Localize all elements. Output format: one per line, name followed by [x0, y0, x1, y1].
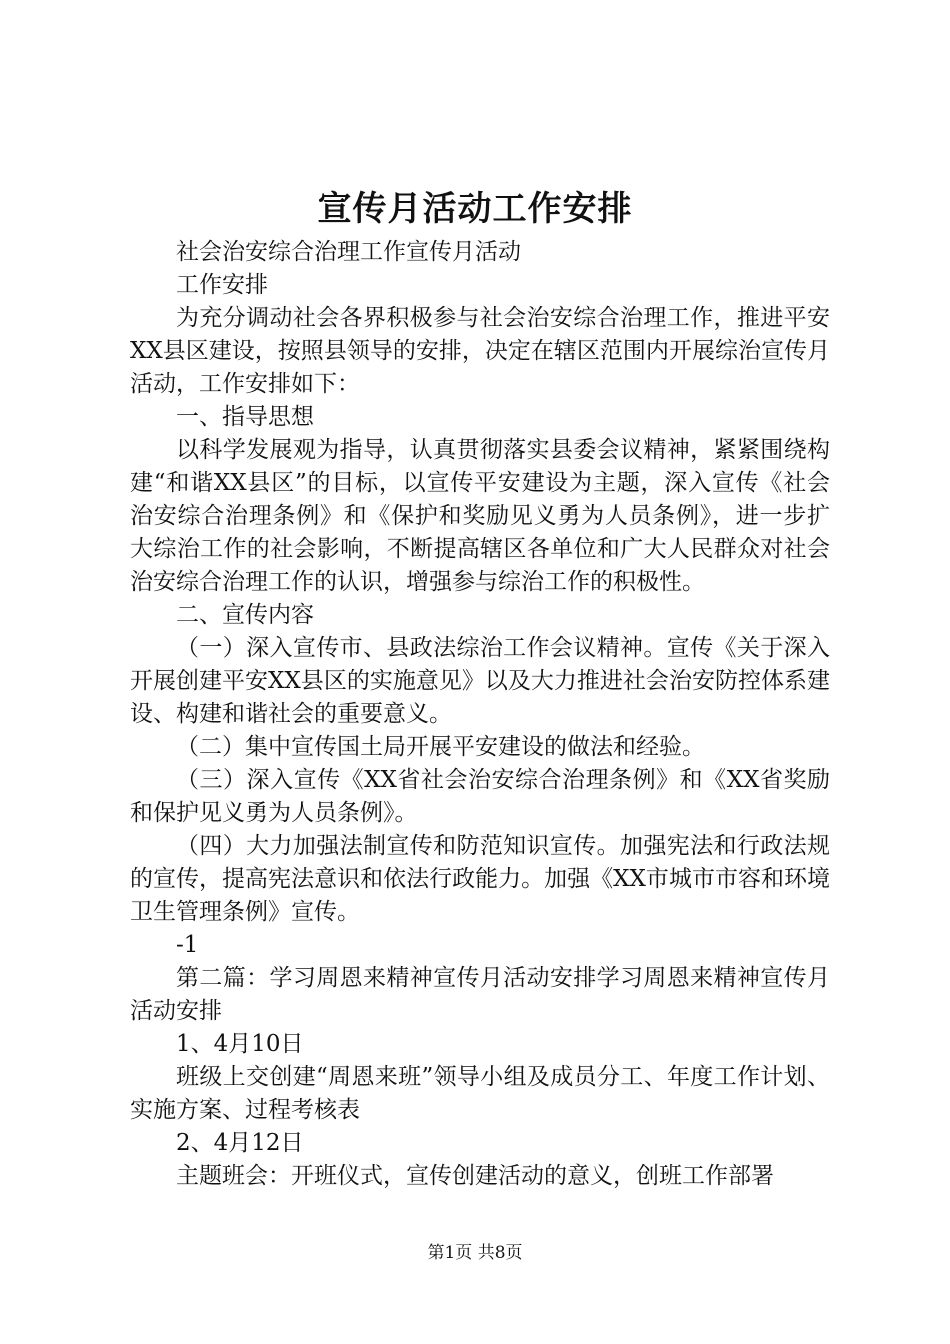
document-body	[130, 236, 830, 1193]
paragraph-item-3: （三）深入宣传《XX省社会治安综合治理条例》和《XX省奖励和保护见义勇为人员条例》。	[130, 767, 830, 826]
paragraph-item-1: （一）深入宣传市、县政法综治工作会议精神。宣传《关于深入开展创建平安XX县区的实施意见》以及大力推进社会治安防控体系建设、构建和谐社会的重要意义。	[130, 635, 830, 727]
page-footer: 第1页 共8页	[427, 1243, 523, 1263]
paragraph-intro: 为充分调动社会各界积极参与社会治安综合治理工作，推进平安XX县区建设，按照县领导的安排，决定在辖区范围内开展综治宣传月活动，工作安排如下：	[130, 305, 830, 397]
schedule-task-2: 主题班会：开班仪式，宣传创建活动的意义，创班工作部署	[176, 1163, 774, 1189]
section-heading-guiding: 一、指导思想	[176, 404, 314, 430]
document-title: 宣传月活动工作安排	[317, 189, 633, 229]
section-heading-content: 二、宣传内容	[176, 602, 314, 628]
paragraph-item-4: （四）大力加强法制宣传和防范知识宣传。加强宪法和行政法规的宣传，提高宪法意识和依法行政能力。加强《XX市城市市容和环境卫生管理条例》宣传。	[130, 833, 830, 925]
paragraph-subtitle-2: 工作安排	[176, 272, 268, 298]
paragraph-subtitle: 社会治安综合治理工作宣传月活动	[176, 239, 521, 265]
paragraph-second-part-title: 第二篇：学习周恩来精神宣传月活动安排学习周恩来精神宣传月活动安排	[130, 965, 830, 1024]
page-marker: -1	[176, 932, 199, 958]
paragraph-item-2: （二）集中宣传国土局开展平安建设的做法和经验。	[176, 734, 705, 760]
paragraph-guiding: 以科学发展观为指导，认真贯彻落实县委会议精神，紧紧围绕构建“和谐XX县区”的目标，以宣传平安建设为主题，深入宣传《社会治安综合治理条例》和《保护和奖励见义勇为人员条例》，进一步扩大综治工作的社会影响，不断提高辖区各单位和广大人民群众对社会治安综合治理工作的认识，增强参与综治工作的积极性。	[130, 437, 830, 595]
schedule-task-1: 班级上交创建“周恩来班”领导小组及成员分工、年度工作计划、实施方案、过程考核表	[130, 1064, 830, 1123]
schedule-date-1: 1、4月10日	[176, 1031, 304, 1057]
schedule-date-2: 2、4月12日	[176, 1130, 304, 1156]
